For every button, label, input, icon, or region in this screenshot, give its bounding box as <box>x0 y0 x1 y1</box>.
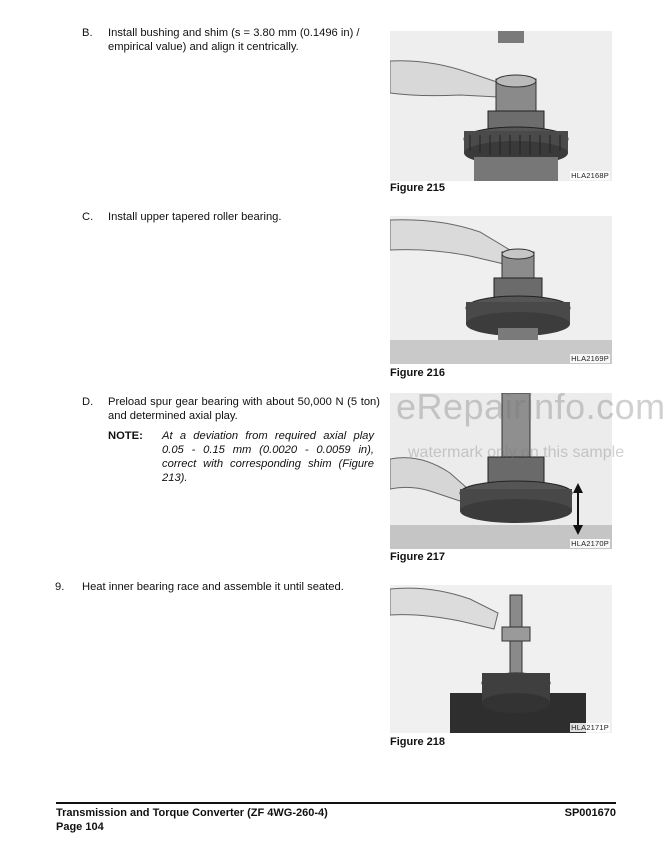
note-label: NOTE: <box>108 430 143 442</box>
step-text: Heat inner bearing race and assemble it until seated. <box>82 581 344 593</box>
figure-218-caption: Figure 218 <box>390 736 446 748</box>
step-marker: 9. <box>55 581 65 593</box>
figure-216-photo <box>390 216 612 364</box>
figure-217-caption: Figure 217 <box>390 551 446 563</box>
watermark-sub: watermark only on this sample <box>408 444 625 461</box>
footer-doc-id: SP001670 <box>564 807 616 819</box>
figure-code: HLA2171P <box>571 723 609 732</box>
step-marker: D. <box>82 396 94 408</box>
footer-rule <box>56 802 616 804</box>
footer-title: Transmission and Torque Converter (ZF 4WG-260-4) <box>56 807 328 819</box>
figure-216-caption: Figure 216 <box>390 367 446 379</box>
figure-code: HLA2168P <box>571 171 609 180</box>
figure-215-caption: Figure 215 <box>390 182 446 194</box>
figure-218-photo <box>390 585 612 733</box>
step-marker: C. <box>82 211 94 223</box>
watermark-main: eRepairinfo.com <box>396 386 666 427</box>
figure-215-photo <box>390 31 612 181</box>
step-text: Install bushing and shim (s = 3.80 mm (0.1496 in) / empirical value) and align it centrically. <box>108 27 360 53</box>
figure-code: HLA2169P <box>571 354 609 363</box>
footer-page: Page 104 <box>56 821 104 833</box>
step-marker: B. <box>82 27 93 39</box>
note-text: At a deviation from required axial play 0.05 - 0.15 mm (0.0020 - 0.0059 in), correct with corresponding shim (Figure 213). <box>162 430 374 484</box>
figure-code: HLA2170P <box>571 539 609 548</box>
step-text: Preload spur gear bearing with about 50,000 N (5 ton) and determined axial play. <box>108 396 380 422</box>
step-text: Install upper tapered roller bearing. <box>108 211 282 223</box>
